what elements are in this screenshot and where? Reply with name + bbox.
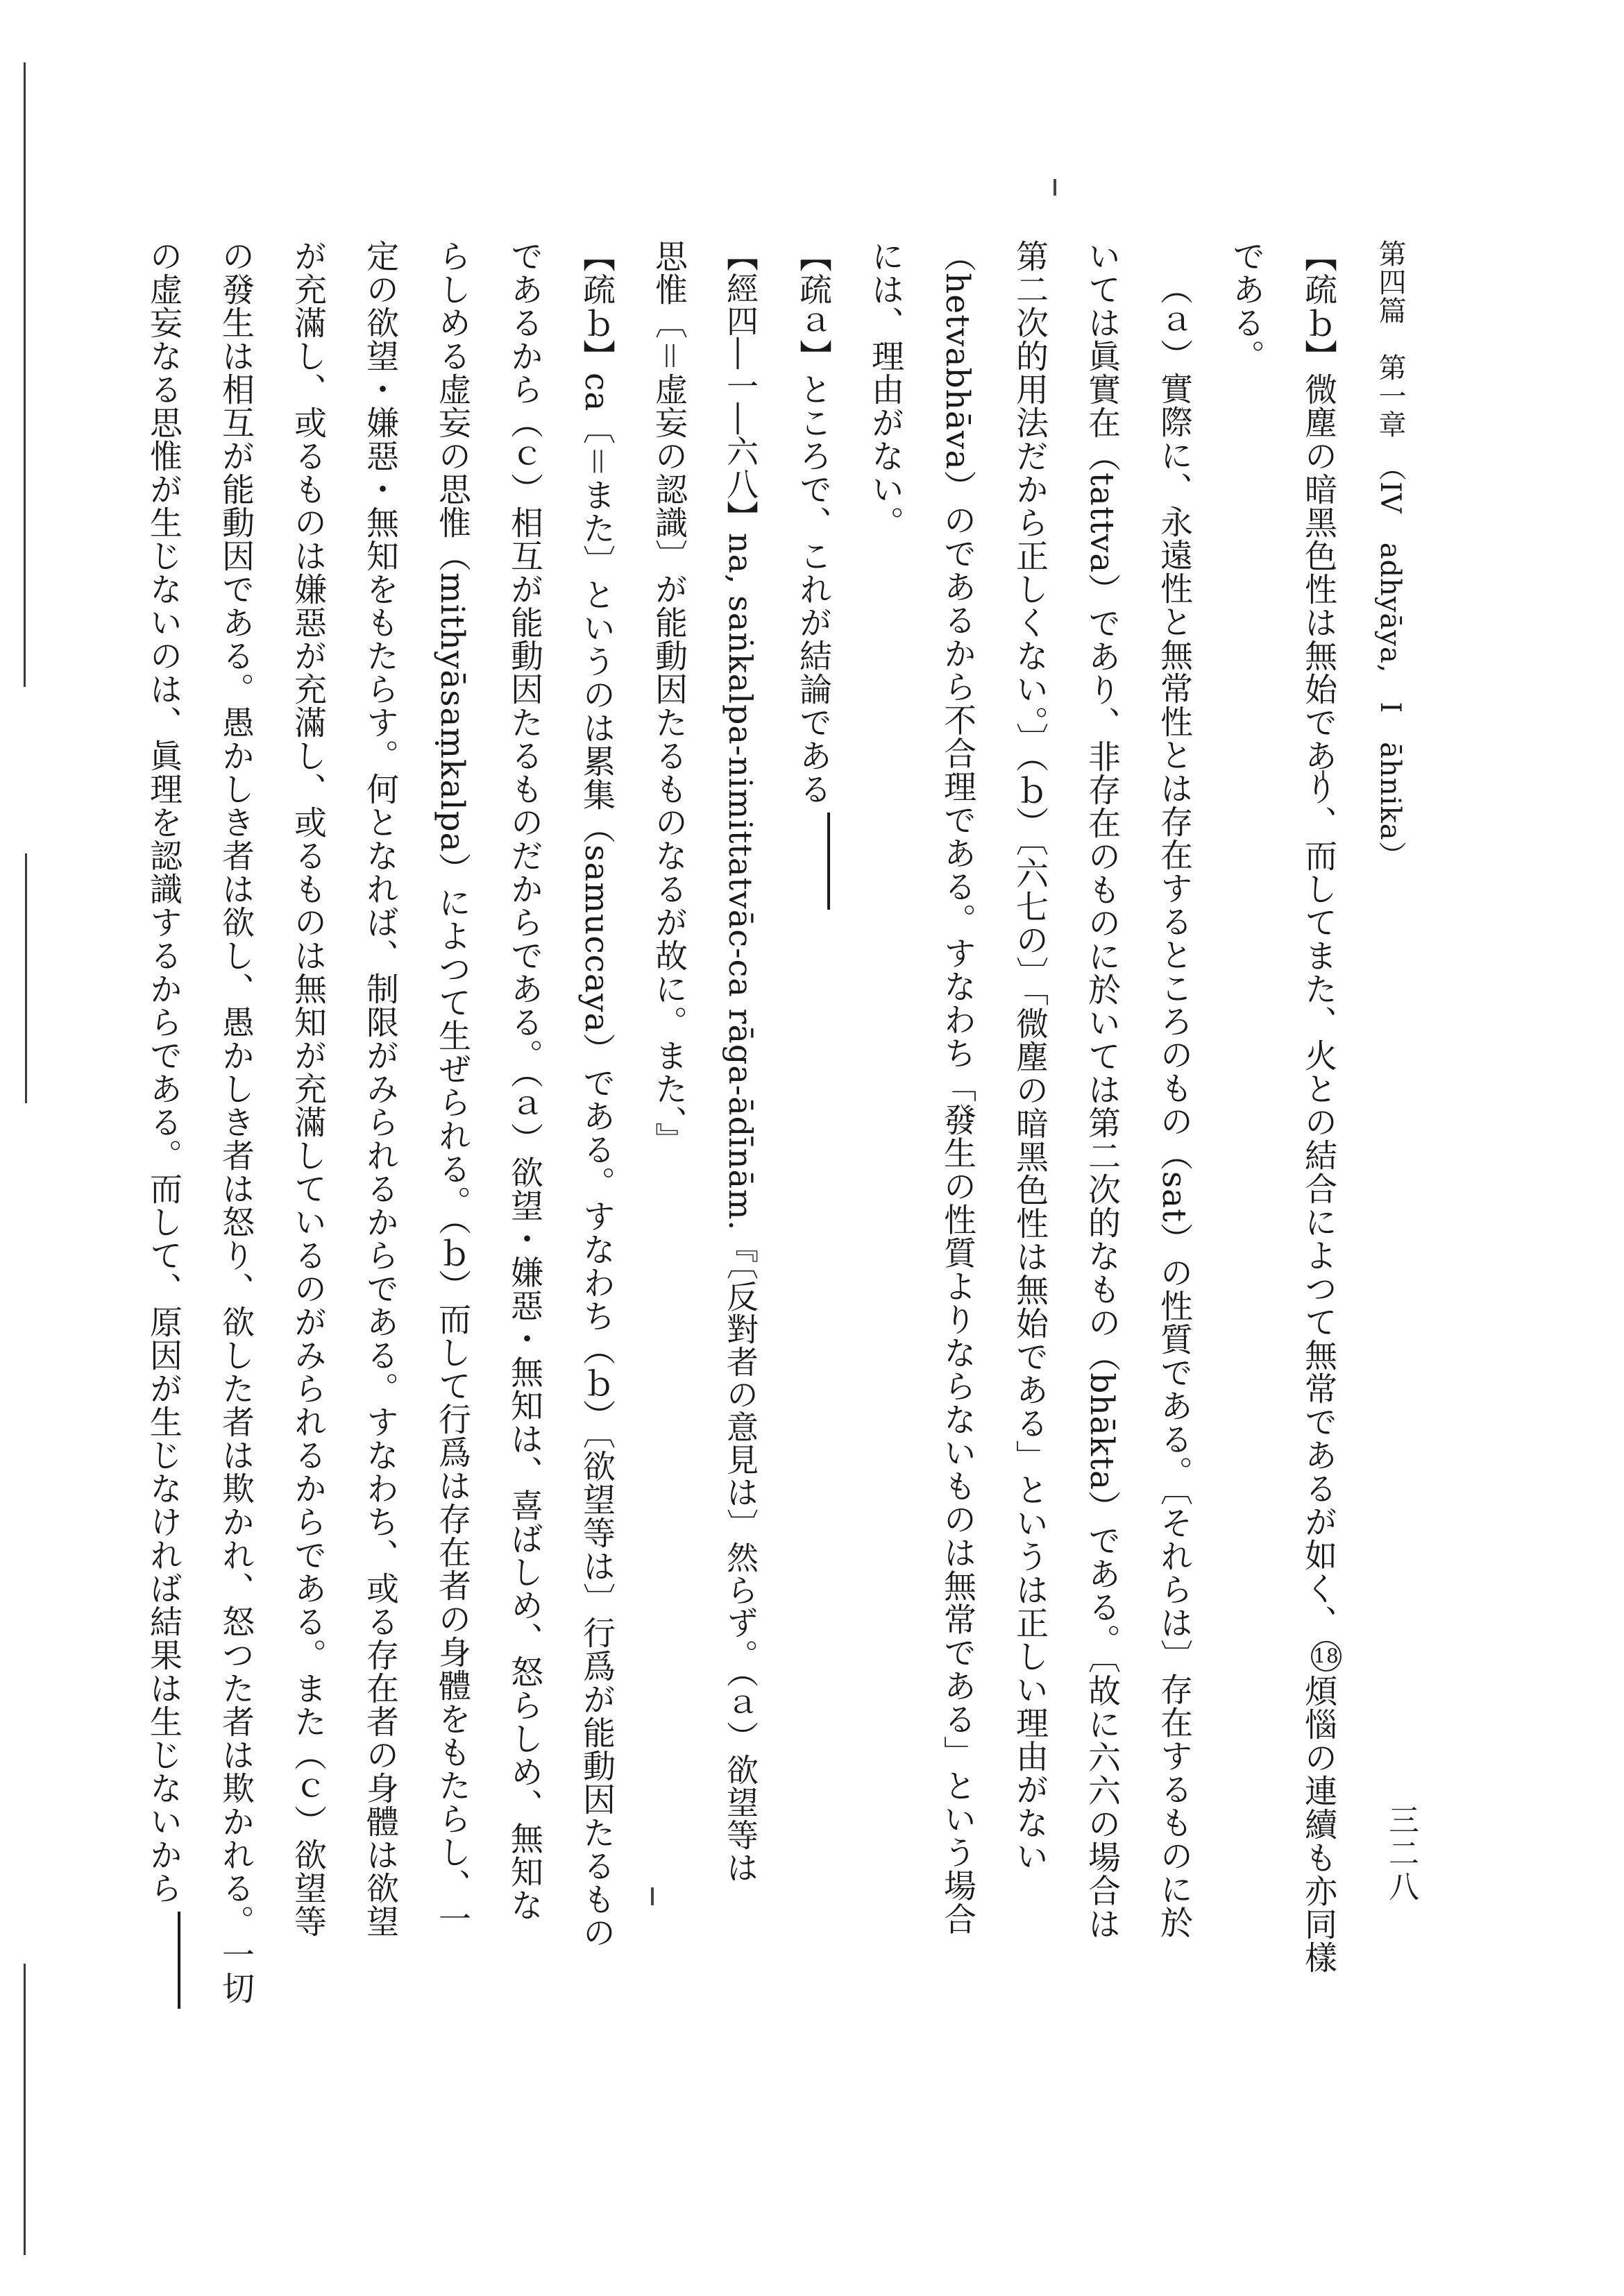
running-title: 第四篇 第一章 （IV adhyāya, I āhnika） [1374,239,1406,869]
text-line: いては眞實在（tattva）であり、非存在のものに於いては第二次的なもの（bhākta）である。〔故に六六の場合は [1083,239,1121,1941]
text-line: の發生は相互が能動因である。愚かしき者は欲し、愚かしき者は怒り、欲した者は欺かれ、怒つた者は欺かれる。一切 [217,239,255,2005]
dash-rule [827,813,830,910]
text-line: の虚妄なる思惟が生じないのは、眞理を認識するからである。而して、原因が生じなければ結果は生じないから [127,239,199,2071]
text-line: （hetvabhāva）のであるから不合理である。すなわち「發生の性質よりならないものは無常である」という場合 [938,239,976,1936]
text-line: 【疏ｂ】ca〔＝また〕というのは累集（samuccaya）である。すなわち（ｂ）〔欲望等は〕行爲が能動因たるもの [577,239,616,1950]
scan-speck [1054,179,1056,196]
footnote-marker: 18 [1311,1641,1342,1672]
text-line: 【疏ａ】ところで、これが結論である [777,239,849,2071]
text-line: 【經四―一―六八】na, saṅkalpa-nimittatvāc-ca rāga-ādīnām.『〔反對者の意見は〕然らず。（ａ）欲望等は [722,239,759,1885]
text-line: が充滿し、或るものは嫌惡が充滿し、或るものは無知が充滿しているのがみられるからである。また（ｃ）欲望等 [289,239,327,1938]
text-line: 思惟〔＝虚妄の認識〕が能動因たるものなるが故に。また、』 [650,239,688,1156]
vertical-text-body [144,239,1426,2071]
text-line: 【疏ｂ】微塵の暗黑色性は無始であり、而してまた、火との結合によつて無常であるが如く、18煩惱の連續も亦同樣 [1282,239,1354,2071]
text-line: には、理由がない。 [866,239,904,539]
scan-edge-mark [25,853,27,1103]
page-number: 三二八 [1383,1804,1419,1904]
text-line: 第二次的用法だから正しくない。〕（ｂ）〔六七の〕「微塵の暗黑色性は無始である」というは正しい理由がない [1010,239,1049,1873]
text-line: である。 [1227,239,1265,373]
text-line: らしめる虚妄の思惟（mithyāsaṃkalpa）によつて生ぜられる。（ｂ）而して行爲は存在者の身體をもたらし、一 [433,239,471,1936]
running-header [1354,239,1426,2071]
scan-edge-mark [24,62,26,687]
scan-edge-mark [24,1964,26,2255]
text-line: 定の欲望・嫌惡・無知をもたらす。何となれば、制限がみられるからである。すなわち、或る存在者の身體は欲望 [361,239,399,1938]
dash-rule [178,1912,180,2009]
text-line: であるから（ｃ）相互が能動因たるものだからである。（ａ）欲望・嫌惡・無知は、喜ばしめ、怒らしめ、無知な [505,239,543,1922]
text-line: （ａ）實際に、永遠性と無常性とは存在するところのもの（sat）の性質である。〔それらは〕存在するものに於 [1155,272,1193,1939]
